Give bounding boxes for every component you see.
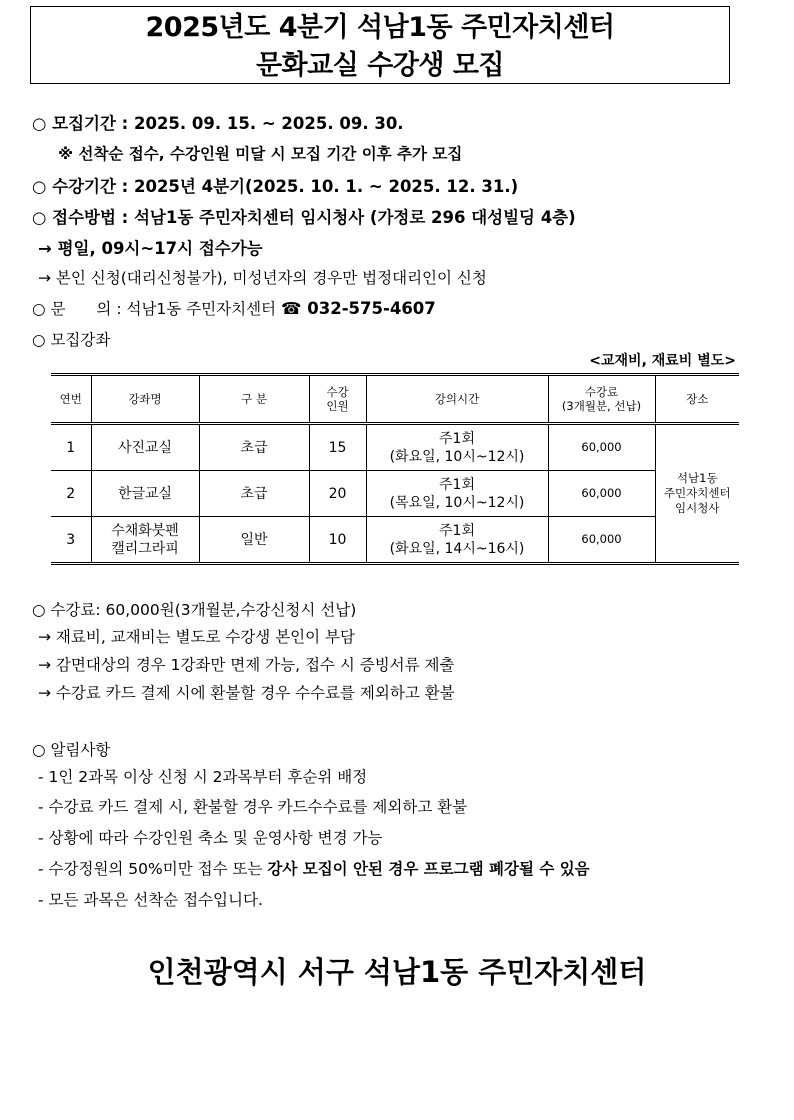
header-capacity-2: 인원: [326, 399, 349, 413]
footer-org: 인천광역시 서구 석남1동 주민자치센터: [147, 955, 647, 989]
header-no: 연번: [51, 375, 91, 424]
recruit-note: ※ 선착순 접수, 수강인원 미달 시 모집 기간 이후 추가 모집: [58, 145, 463, 163]
notice-item-5: - 모든 과목은 선착순 접수입니다.: [38, 891, 263, 909]
row-type: 초급: [199, 471, 309, 517]
row-time: [366, 517, 548, 564]
place-1: 석남1동: [676, 471, 718, 485]
row-no: 1: [51, 424, 91, 471]
row-name: [91, 517, 199, 564]
header-fee-2: (3개월분, 선납): [561, 399, 642, 413]
table-row: [51, 424, 739, 471]
row-name: 한글교실: [91, 471, 199, 517]
row-time-2: (목요일, 10시~12시): [389, 494, 525, 511]
row-time: [366, 424, 548, 471]
place-cell: [655, 424, 739, 564]
header-fee: [548, 375, 655, 424]
header-capacity: [309, 375, 366, 424]
apply-method: ○ 접수방법 : 석남1동 주민자치센터 임시청사 (가정로 296 대성빌딩 4층): [32, 208, 576, 227]
row-type: 일반: [199, 517, 309, 564]
notice-item-4-a: - 수강정원의 50%미만 접수 또는: [38, 860, 268, 878]
header-fee-1: 수강료: [584, 385, 619, 399]
header-type: 구 분: [199, 375, 309, 424]
fees-label: ○ 수강료: 60,000원(3개월분,수강신청시 선납): [32, 601, 357, 619]
courses-label: ○ 모집강좌: [32, 331, 111, 349]
table-header-row: [51, 375, 739, 424]
place-3: 임시청사: [675, 501, 720, 515]
header-name: 강좌명: [91, 375, 199, 424]
row-time-2: (화요일, 10시~12시): [389, 448, 525, 465]
row-fee: 60,000: [548, 424, 655, 471]
title-line-1: 2025년도 4분기 석남1동 주민자치센터: [145, 12, 615, 43]
row-no: 3: [51, 517, 91, 564]
course-period: ○ 수강기간 : 2025년 4분기(2025. 10. 1. ~ 2025. 12. 31.): [32, 177, 519, 196]
table-note: <교재비, 재료비 별도>: [589, 353, 736, 369]
fees-item-3: → 수강료 카드 결제 시에 환불할 경우 수수료를 제외하고 환불: [38, 684, 455, 702]
row-capacity: 20: [309, 471, 366, 517]
fees-item-1: → 재료비, 교재비는 별도로 수강생 본인이 부담: [38, 628, 355, 646]
recruit-period: ○ 모집기간 : 2025. 09. 15. ~ 2025. 09. 30.: [32, 114, 404, 133]
row-time-2: (화요일, 14시~16시): [389, 540, 525, 557]
row-time-1: 주1회: [439, 476, 475, 493]
row-name-1: 수채화붓펜: [111, 522, 179, 539]
row-time-1: 주1회: [439, 522, 475, 539]
inquiry-label: ○ 문 의 : 석남1동 주민자치센터: [32, 300, 277, 318]
inquiry-phone: ☎ 032-575-4607: [280, 299, 436, 318]
notice-item-3: - 상황에 따라 수강인원 축소 및 운영사항 변경 가능: [38, 829, 383, 847]
header-capacity-1: 수강: [326, 385, 349, 399]
notice-item-4-b: 강사 모집이 안된 경우 프로그램 폐강될 수 있음: [267, 860, 590, 878]
title-box: [30, 6, 730, 84]
notice-item-2: - 수강료 카드 결제 시, 환불할 경우 카드수수료를 제외하고 환불: [38, 798, 468, 816]
row-name: 사진교실: [91, 424, 199, 471]
apply-hours: → 평일, 09시~17시 접수가능: [38, 239, 263, 258]
row-capacity: 15: [309, 424, 366, 471]
fees-item-2: → 감면대상의 경우 1강좌만 면제 가능, 접수 시 증빙서류 제출: [38, 656, 455, 674]
notice-item-1: - 1인 2과목 이상 신청 시 2과목부터 후순위 배정: [38, 768, 368, 786]
row-fee: 60,000: [548, 471, 655, 517]
header-time: 강의시간: [366, 375, 548, 424]
row-name-2: 캘리그라피: [111, 540, 179, 557]
header-place: 장소: [655, 375, 739, 424]
inquiry-line: [32, 297, 436, 319]
notice-item-4: [38, 857, 590, 879]
row-capacity: 10: [309, 517, 366, 564]
table-row: [51, 517, 739, 564]
row-type: 초급: [199, 424, 309, 471]
place-2: 주민자치센터: [663, 486, 731, 500]
courses-table: [51, 373, 739, 565]
table-row: [51, 471, 739, 517]
row-time-1: 주1회: [439, 430, 475, 447]
row-time: [366, 471, 548, 517]
title-line-2: 문화교실 수강생 모집: [255, 50, 505, 81]
apply-self: → 본인 신청(대리신청불가), 미성년자의 경우만 법정대리인이 신청: [38, 269, 487, 287]
row-no: 2: [51, 471, 91, 517]
notices-label: ○ 알림사항: [32, 741, 111, 759]
row-fee: 60,000: [548, 517, 655, 564]
